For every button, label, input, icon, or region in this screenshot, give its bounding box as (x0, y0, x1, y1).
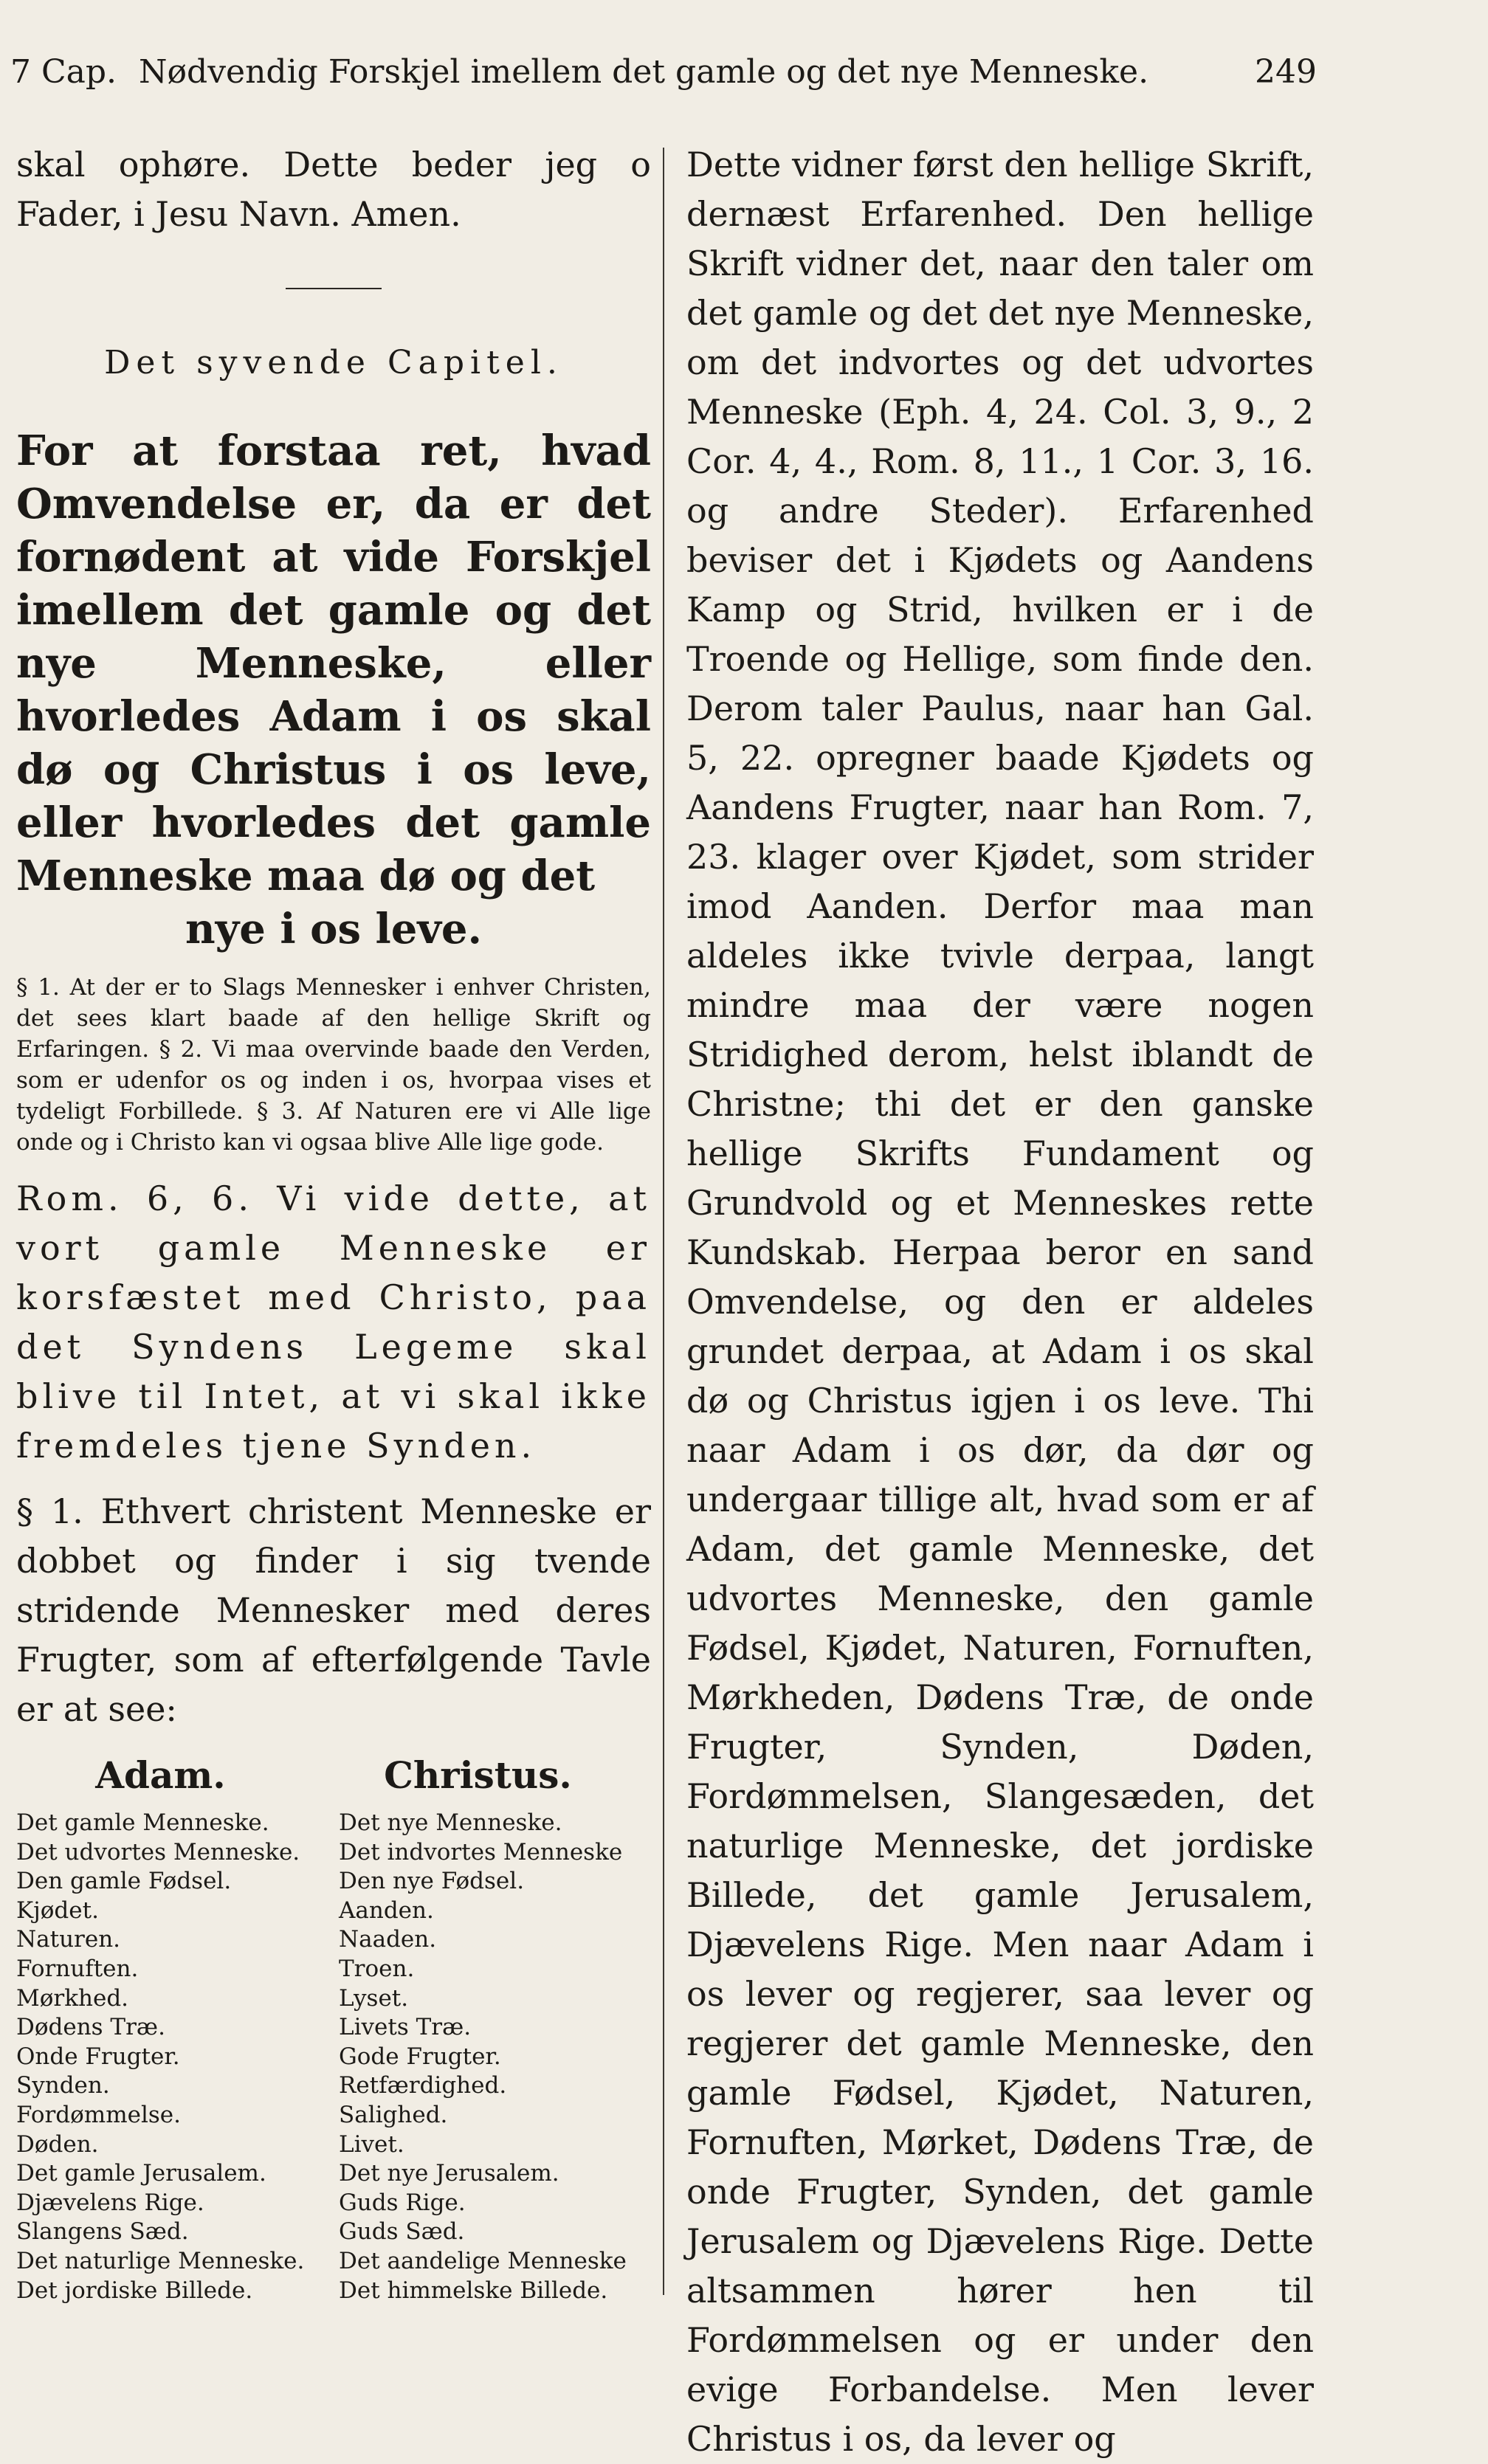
page-number: 249 (1255, 52, 1317, 91)
chapter-heading-end: nye i os leve. (185, 905, 483, 953)
table-head-adam: Adam. (95, 1753, 226, 1797)
table-cell-left: Naturen. (16, 1926, 121, 1953)
table-cell-left: Fornuften. (16, 1955, 139, 1982)
table-cell-right: Det himmelske Billede. (339, 2277, 608, 2304)
table-cell-left: Dødens Træ. (16, 2014, 165, 2041)
table-cell-left: Det udvortes Menneske. (16, 1838, 300, 1866)
running-title: Nødvendig Forskjel imellem det gamle og det nye Menneske. (139, 52, 1149, 91)
table-cell-right: Gode Frugter. (339, 2043, 501, 2070)
table-cell-left: Synden. (16, 2072, 110, 2099)
table-cell-left: Det gamle Menneske. (16, 1809, 269, 1836)
scripture-quote: Rom. 6, 6. Vi vide dette, at vort gamle Menneske er korsfæstet med Christo, paa det Syndens Legeme skal blive til Intet, at vi skal ikke fremdeles tjene Synden. (16, 1178, 651, 1466)
table-cell-left: Det jordiske Billede. (16, 2277, 253, 2304)
table-cell-left: Fordømmelse. (16, 2101, 181, 2128)
running-header (10, 46, 1317, 97)
section-rule (286, 288, 382, 289)
table-cell-right: Guds Sæd. (339, 2218, 465, 2246)
table-cell-right: Det indvortes Menneske (339, 1838, 623, 1866)
chapter-title: Det syvende Capitel. (104, 344, 563, 382)
comparison-table (16, 1809, 651, 2305)
table-cell-right: Guds Rige. (339, 2189, 466, 2216)
table-cell-right: Den nye Fødsel. (339, 1868, 525, 1895)
column-divider (663, 148, 664, 2295)
left-column (16, 140, 651, 2305)
table-cell-left: Onde Frugter. (16, 2043, 180, 2070)
table-cell-right: Naaden. (339, 1926, 437, 1953)
table-cell-right: Salighed. (339, 2101, 448, 2128)
chapter-summary: § 1. At der er to Slags Mennesker i enhver Christen, det sees klart baade af den hellige Skrift og Erfaringen. § 2. Vi maa overvinde baade den Verden, som er udenfor os og inden i os, hvorpaa vises et tydeligt Forbillede. § 3. Af Naturen ere vi Alle lige onde og i Christo kan vi ogsaa blive Alle lige gode. (16, 974, 651, 1156)
table-cell-left: Djævelens Rige. (16, 2189, 204, 2216)
chapter-heading-text: For at forstaa ret, hvad Omvendelse er, da er det fornødent at vide Forskjel imellem det gamle og det nye Menneske, eller hvorledes Adam i os skal dø og Christus i os leve, eller hvorledes det gamle Menneske maa dø og det (16, 427, 651, 900)
opening-paragraph: skal ophøre. Dette beder jeg o Fader, i Jesu Navn. Amen. (16, 145, 651, 234)
table-cell-right: Det nye Menneske. (339, 1809, 562, 1836)
table-cell-left: Kjødet. (16, 1897, 99, 1924)
table-cell-left: Den gamle Fødsel. (16, 1868, 232, 1895)
table-cell-left: Slangens Sæd. (16, 2218, 189, 2246)
table-cell-right: Aanden. (339, 1897, 434, 1924)
table-cell-left: Det naturlige Menneske. (16, 2247, 305, 2274)
chapter-label: 7 Cap. (10, 52, 117, 91)
table-cell-left: Mørkhed. (16, 1984, 129, 2012)
table-header (16, 1753, 651, 1797)
chapter-heading (16, 424, 651, 956)
right-column (686, 140, 1314, 2464)
table-cell-left: Det gamle Jerusalem. (16, 2160, 266, 2187)
right-column-text: Dette vidner først den hellige Skrift, dernæst Erfarenhed. Den hellige Skrift vidner det, naar den taler om det gamle og det det nye Menneske, om det indvortes og det udvortes Menneske (Eph. 4, 24. Col. 3, 9., 2 Cor. 4, 4., Rom. 8, 11., 1 Cor. 3, 16. og andre Steder). Erfarenhed beviser det i Kjødets og Aandens Kamp og Strid, hvilken er i de Troende og Hellige, som finde den. Derom taler Paulus, naar han Gal. 5, 22. opregner baade Kjødets og Aandens Frugter, naar han Rom. 7, 23. klager over Kjødet, som strider imod Aanden. Derfor maa man aldeles ikke tvivle derpaa, langt mindre maa der være nogen Stridighed derom, helst iblandt de Christne; thi det er den ganske hellige Skrifts Fundament og Grundvold og et Menneskes rette Kundskab. Herpaa beror en sand Omvendelse, og den er aldeles grundet derpaa, at Adam i os skal dø og Christus igjen i os leve. Thi naar Adam i os dør, da dør og undergaar tillige alt, hvad som er af Adam, det gamle Menneske, det udvortes Menneske, den gamle Fødsel, Kjødet, Naturen, Fornuften, Mørkheden, Dødens Træ, de onde Frugter, Synden, Døden, Fordømmelsen, Slangesæden, det naturlige Menneske, det jordiske Billede, det gamle Jerusalem, Djævelens Rige. Men naar Adam i os lever og regjerer, saa lever og regjerer det gamle Menneske, den gamle Fødsel, Kjødet, Naturen, Fornuften, Mørket, Dødens Træ, de onde Frugter, Synden, det gamle Jerusalem og Djævelens Rige. Dette altsammen hører hen til Fordømmelsen og er under den evige Forbandelse. Men lever Christus i os, da lever og (686, 145, 1314, 2459)
table-cell-right: Det aandelige Menneske (339, 2247, 627, 2274)
table-cell-right: Livets Træ. (339, 2014, 472, 2041)
table-head-christus: Christus. (384, 1753, 572, 1797)
table-cell-right: Lyset. (339, 1984, 409, 2012)
paragraph-1: § 1. Ethvert christent Menneske er dobbet og finder i sig tvende stridende Mennesker med deres Frugter, som af efterfølgende Tavle er at see: (16, 1491, 651, 1729)
table-cell-right: Retfærdighed. (339, 2072, 507, 2099)
table-cell-right: Troen. (339, 1955, 415, 1982)
table-cell-right: Det nye Jerusalem. (339, 2160, 559, 2187)
table-cell-left: Døden. (16, 2130, 99, 2158)
table-cell-right: Livet. (339, 2130, 404, 2158)
